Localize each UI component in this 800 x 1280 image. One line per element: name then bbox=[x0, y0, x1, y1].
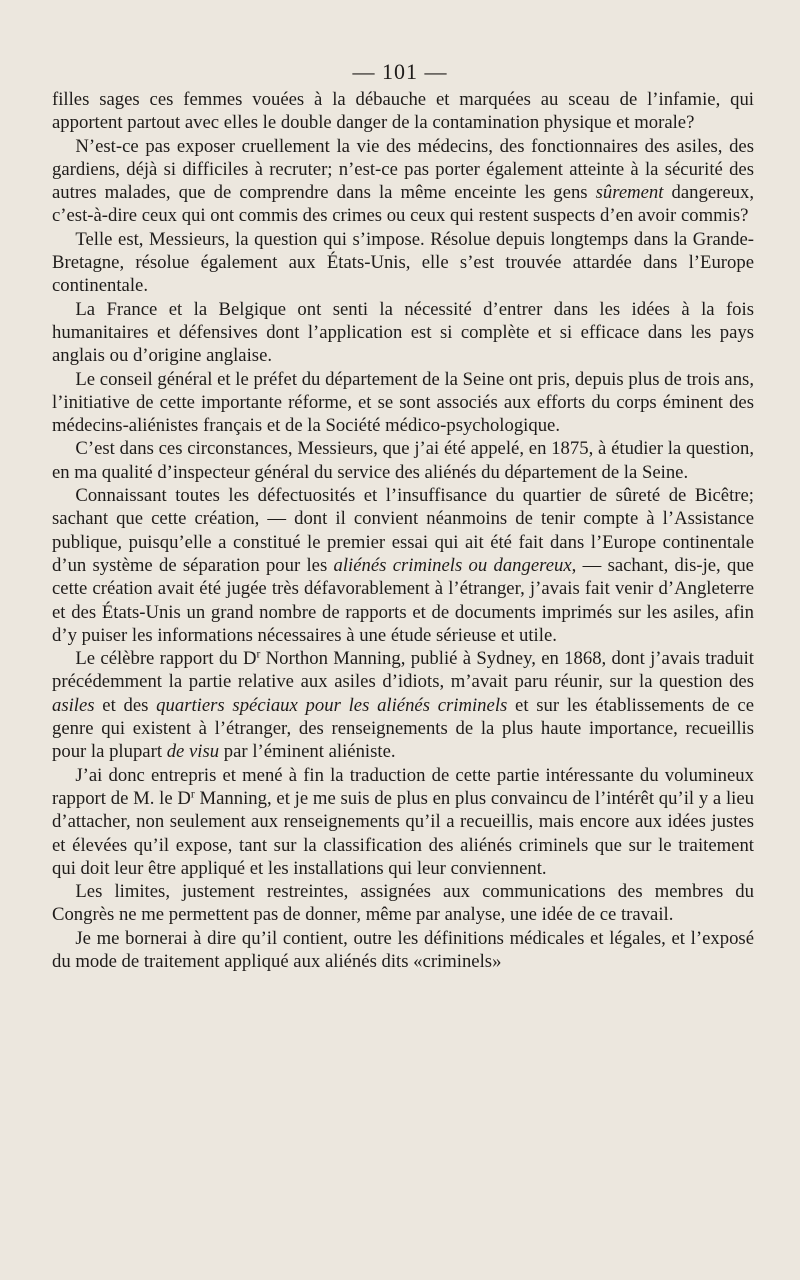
italic-text: de visu bbox=[166, 741, 220, 763]
paragraph bbox=[52, 927, 754, 974]
text-run: dangereux, c’est-à-dire ceux qui ont commis des crimes ou ceux qui restent suspects d’en avoir commis? bbox=[52, 182, 755, 227]
text-run: J’ai donc entrepris et mené à fin la traduction de cette partie intéressante du volumineux rapport de M. le D bbox=[52, 764, 754, 809]
paragraph bbox=[52, 135, 754, 228]
text-run: Le conseil général et le préfet du département de la Seine ont pris, depuis plus de trois ans, l’initiative de cette importante réforme, et se sont associés aux efforts du corps éminent des médecins-aliénistes français et de la Société médico-psychologique. bbox=[52, 368, 754, 437]
paragraph bbox=[52, 88, 754, 135]
italic-text: aliénés criminels ou dangereux bbox=[333, 554, 572, 576]
text-run: Le célèbre rapport du D bbox=[75, 648, 257, 670]
text-run: Northon Manning, publié à Sydney, en 1868, dont j’avais traduit précédemment la partie relative aux asiles d’idiots, m’avait paru réunir, sur la question des bbox=[52, 648, 755, 693]
paragraph bbox=[52, 764, 754, 880]
italic-text: quartiers spéciaux pour les aliénés criminels bbox=[156, 694, 508, 716]
text-run: et sur les établissements de ce genre qui existent à l’étranger, des renseignements de la plus haute importance, recueillis pour la plupart bbox=[52, 694, 754, 763]
paragraph bbox=[52, 484, 754, 647]
page-number: — 101 — bbox=[352, 59, 448, 84]
italic-text: sûrement bbox=[595, 182, 664, 204]
text-run: , — sachant, dis-je, que cette création avait été jugée très défavorablement à l’étranger, j’avais fait venir d’Angleterre et des États-Unis un grand nombre de rapports et de documents imprimés sur les asiles, afin d’y puiser les informations nécessaires à une étude sérieuse et utile. bbox=[52, 554, 754, 646]
text-run: Connaissant toutes les défectuosités et l’insuffisance du quartier de sûreté de Bicêtre; sachant que cette création, — dont il convient néanmoins de tenir compte à l’Assistance publique, puisqu’elle a constitué le premier essai qui ait été fait dans l’Europe continentale d’un système de séparation pour les bbox=[52, 485, 754, 576]
paragraph bbox=[52, 368, 754, 438]
text-run: N’est-ce pas exposer cruellement la vie des médecins, des fonctionnaires des asiles, des gardiens, déjà si difficiles à recruter; n’est-ce pas porter également atteinte à la sécurité des autres malades, que de comprendre dans la même enceinte les gens bbox=[52, 135, 754, 204]
paragraph bbox=[52, 228, 754, 298]
italic-text: asiles bbox=[52, 694, 95, 716]
text-run: Manning, et je me suis de plus en plus convaincu de l’intérêt qu’il y a lieu d’attacher, non seulement aux renseignements qu’il a recueillis, mais encore aux idées justes et élevées qu’il expose, tant sur la classification des aliénés criminels que sur le traitement qui doit leur être appliqué et les installations qui leur conviennent. bbox=[52, 787, 754, 879]
text-run: La France et la Belgique ont senti la nécessité d’entrer dans les idées à la fois humanitaires et défensives dont l’application est si complète et si efficace dans les pays anglais ou d’origine anglaise. bbox=[52, 298, 754, 367]
superscript-text: r bbox=[256, 647, 261, 661]
body-text bbox=[52, 88, 754, 973]
text-run: filles sages ces femmes vouées à la débauche et marquées au sceau de l’infamie, qui apportent partout avec elles le double danger de la contamination physique et morale? bbox=[52, 89, 754, 134]
text-run: Telle est, Messieurs, la question qui s’impose. Résolue depuis longtemps dans la Grande-Bretagne, résolue également aux États-Unis, elle s’est trouvée attardée dans l’Europe continentale. bbox=[52, 228, 754, 297]
text-run: par l’éminent aliéniste. bbox=[219, 741, 396, 763]
paragraph bbox=[52, 647, 754, 763]
text-run: C’est dans ces circonstances, Messieurs, que j’ai été appelé, en 1875, à étudier la question, en ma qualité d’inspecteur général du service des aliénés du département de la Seine. bbox=[52, 438, 754, 483]
paragraph bbox=[52, 298, 754, 368]
text-run: Je me bornerai à dire qu’il contient, outre les définitions médicales et légales, et l’exposé du mode de traitement appliqué aux aliénés dits «criminels» bbox=[52, 927, 754, 972]
superscript-text: r bbox=[190, 787, 195, 801]
text-run: Les limites, justement restreintes, assignées aux communications des membres du Congrès ne me permettent pas de donner, même par analyse, une idée de ce travail. bbox=[52, 881, 754, 926]
text-run: et des bbox=[94, 694, 157, 716]
paragraph bbox=[52, 437, 754, 484]
paragraph bbox=[52, 880, 754, 927]
